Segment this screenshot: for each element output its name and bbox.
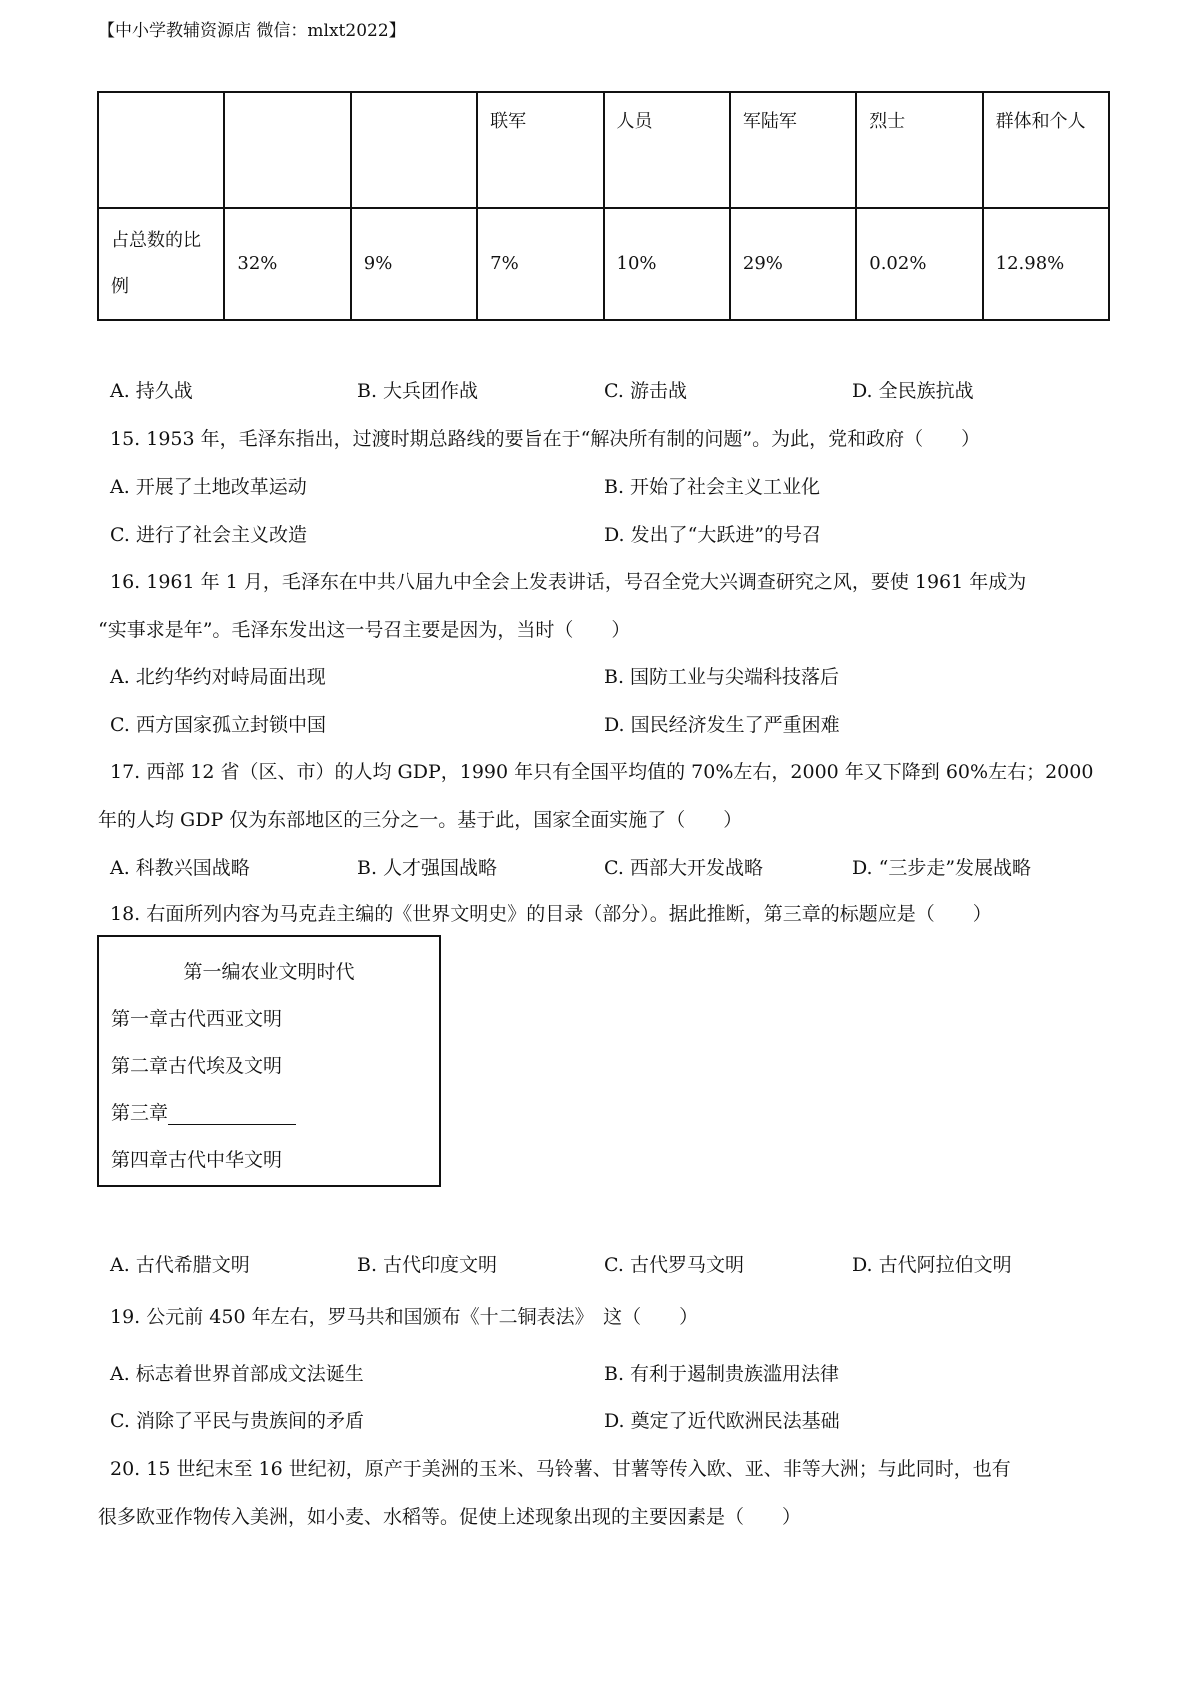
data-table — [97, 91, 1110, 321]
table-row — [98, 208, 1109, 320]
q15-option-a: A. 开展了土地改革运动 — [110, 476, 307, 498]
table-cell: 7% — [477, 208, 603, 320]
q18-option-c: C. 古代罗马文明 — [604, 1254, 744, 1276]
toc-chapter-4: 第四章古代中华文明 — [111, 1149, 283, 1171]
table-cell: 9% — [351, 208, 477, 320]
q16-option-b: B. 国防工业与尖端科技落后 — [604, 666, 840, 688]
toc-chapter-2: 第二章古代埃及文明 — [111, 1055, 283, 1077]
q14-option-d: D. 全民族抗战 — [852, 380, 974, 402]
q16-option-a: A. 北约华约对峙局面出现 — [110, 666, 326, 688]
table-cell: 29% — [730, 208, 856, 320]
q17-option-a: A. 科教兴国战略 — [110, 857, 250, 879]
table-cell: 12.98% — [983, 208, 1109, 320]
q14-option-b: B. 大兵团作战 — [357, 380, 479, 402]
q14-option-a: A. 持久战 — [110, 380, 193, 402]
q14-option-c: C. 游击战 — [604, 380, 687, 402]
q20-stem-line2: 很多欧亚作物传入美洲，如小麦、水稻等。促使上述现象出现的主要因素是（ ） — [98, 1506, 802, 1528]
q17-stem-line1: 17. 西部 12 省（区、市）的人均 GDP，1990 年只有全国平均值的 70%左右，2000 年又下降到 60%左右；2000 — [110, 761, 1094, 783]
q15-stem: 15. 1953 年，毛泽东指出，过渡时期总路线的要旨在于“解决所有制的问题”。为此，党和政府（ ） — [110, 428, 981, 450]
toc-chapter-1: 第一章古代西亚文明 — [111, 1008, 283, 1030]
toc-chapter-3-label: 第三章 — [111, 1102, 169, 1124]
table-cell: 烈士 — [856, 92, 982, 208]
q18-option-d: D. 古代阿拉伯文明 — [852, 1254, 1012, 1276]
table-cell — [351, 92, 477, 208]
table-cell: 32% — [224, 208, 350, 320]
table-cell: 联军 — [477, 92, 603, 208]
q15-option-d: D. 发出了“大跃进”的号召 — [604, 524, 822, 546]
q17-option-b: B. 人才强国战略 — [357, 857, 498, 879]
q19-option-a: A. 标志着世界首部成文法诞生 — [110, 1363, 364, 1385]
table-row — [98, 92, 1109, 208]
q19-option-d: D. 奠定了近代欧洲民法基础 — [604, 1410, 840, 1432]
table-cell: 人员 — [604, 92, 730, 208]
table-cell: 占总数的比例 — [98, 208, 224, 320]
table-cell: 群体和个人 — [983, 92, 1109, 208]
q19-stem: 19. 公元前 450 年左右，罗马共和国颁布《十二铜表法》 这（ ） — [110, 1306, 699, 1328]
q18-option-a: A. 古代希腊文明 — [110, 1254, 250, 1276]
answer-blank — [168, 1104, 296, 1125]
table-cell — [98, 92, 224, 208]
table-cell: 军陆军 — [730, 92, 856, 208]
q17-option-c: C. 西部大开发战略 — [604, 857, 763, 879]
q16-stem-line1: 16. 1961 年 1 月，毛泽东在中共八届九中全会上发表讲话，号召全党大兴调查研究之风，要使 1961 年成为 — [110, 571, 1027, 593]
q15-option-c: C. 进行了社会主义改造 — [110, 524, 307, 546]
toc-chapter-3 — [111, 1098, 296, 1125]
q19-option-c: C. 消除了平民与贵族间的矛盾 — [110, 1410, 364, 1432]
q17-option-d: D. “三步走”发展战略 — [852, 857, 1032, 879]
q16-option-c: C. 西方国家孤立封锁中国 — [110, 714, 326, 736]
q15-option-b: B. 开始了社会主义工业化 — [604, 476, 821, 498]
table-cell: 0.02% — [856, 208, 982, 320]
q20-stem-line1: 20. 15 世纪末至 16 世纪初，原产于美洲的玉米、马铃薯、甘薯等传入欧、亚、非等大洲；与此同时，也有 — [110, 1458, 1011, 1480]
q18-option-b: B. 古代印度文明 — [357, 1254, 498, 1276]
toc-heading: 第一编农业文明时代 — [183, 961, 355, 983]
table-of-contents-box — [97, 935, 441, 1187]
q16-option-d: D. 国民经济发生了严重困难 — [604, 714, 840, 736]
table-cell: 10% — [604, 208, 730, 320]
q19-option-b: B. 有利于遏制贵族滥用法律 — [604, 1363, 840, 1385]
page-header: 【中小学教辅资源店 微信：mlxt2022】 — [98, 21, 406, 41]
q17-stem-line2: 年的人均 GDP 仅为东部地区的三分之一。基于此，国家全面实施了（ ） — [98, 809, 743, 831]
q18-stem: 18. 右面所列内容为马克垚主编的《世界文明史》的目录（部分）。据此推断，第三章的标题应是（ ） — [110, 903, 992, 925]
table-cell — [224, 92, 350, 208]
q16-stem-line2: “实事求是年”。毛泽东发出这一号召主要是因为，当时（ ） — [98, 619, 631, 641]
